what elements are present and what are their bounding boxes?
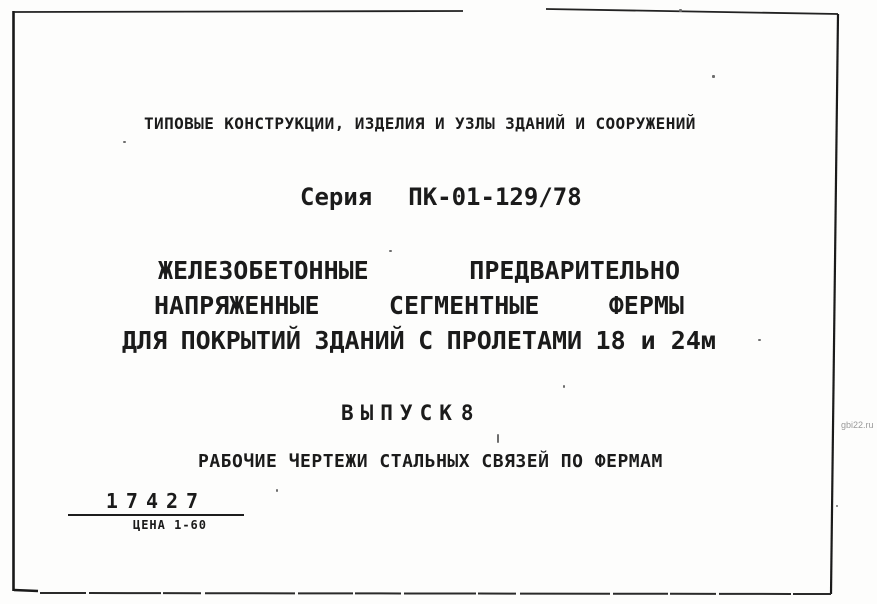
- scan-speck: [679, 9, 682, 12]
- title-word: СЕГМЕНТНЫЕ: [388, 291, 540, 320]
- catalogue-number: 17427: [68, 489, 244, 516]
- series-label: Серия: [300, 183, 373, 211]
- document-header: ТИПОВЫЕ КОНСТРУКЦИИ, ИЗДЕЛИЯ И УЗЛЫ ЗДАНИЙ И СООРУЖЕНИЙ: [144, 114, 696, 133]
- title-line-3: [122, 326, 716, 361]
- series-number: ПК-01-129/78: [408, 183, 582, 211]
- title-word: ЗДАНИЙ: [314, 326, 405, 355]
- title-word: ДЛЯ: [122, 326, 168, 355]
- issue-line: [341, 401, 474, 425]
- document-subtitle: РАБОЧИЕ ЧЕРТЕЖИ СТАЛЬНЫХ СВЯЗЕЙ ПО ФЕРМАМ: [198, 451, 663, 472]
- title-word: С: [418, 326, 434, 355]
- title-word: ФЕРМЫ: [608, 291, 684, 320]
- title-line-1: [122, 256, 716, 291]
- scan-speck: [276, 489, 278, 492]
- title-word: ЖЕЛЕЗОБЕТОННЫЕ: [158, 256, 369, 285]
- scan-speck: [758, 339, 761, 341]
- scan-speck: [712, 75, 715, 78]
- title-word: ПОКРЫТИЙ: [180, 326, 301, 355]
- title-word: ПРЕДВАРИТЕЛЬНО: [469, 256, 680, 285]
- series-line: [300, 183, 582, 211]
- scan-speck: [497, 434, 499, 443]
- title-word: 18 и 24м: [595, 326, 716, 355]
- scan-speck: [389, 250, 392, 252]
- watermark: gbi22.ru: [841, 420, 874, 430]
- title-word: ПРОЛЕТАМИ: [446, 326, 583, 355]
- price-label: ЦЕНА 1-60: [132, 518, 208, 532]
- issue-label: ВЫПУСК: [341, 401, 459, 425]
- main-title: [122, 256, 716, 361]
- issue-number: 8: [460, 401, 474, 425]
- scan-speck: [123, 141, 126, 143]
- catalogue-stamp: [68, 489, 244, 532]
- title-word: НАПРЯЖЕННЫЕ: [154, 291, 320, 320]
- scan-speck: [836, 505, 838, 507]
- title-line-2: [122, 291, 716, 326]
- scan-speck: [563, 385, 565, 388]
